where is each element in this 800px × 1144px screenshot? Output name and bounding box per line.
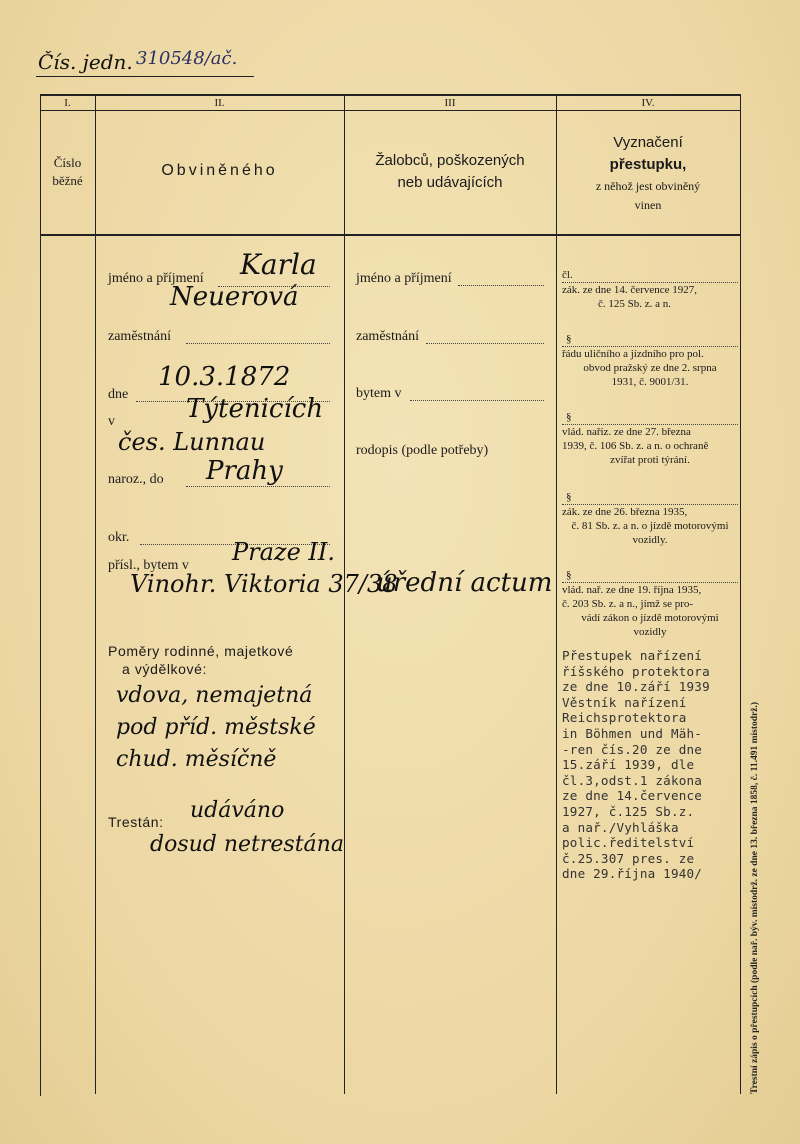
complainant-rodopis-label: rodopis (podle potřeby) — [356, 443, 489, 458]
column-number-4: IV. — [641, 97, 655, 109]
accused-address: Vinohr. Viktoria 37/38 — [130, 570, 398, 598]
typed-line: č.25.307 pres. ze — [562, 850, 695, 866]
column-header-3-line2: neb udávajících — [397, 174, 503, 191]
column-header-4-line2: přestupku, — [609, 156, 687, 173]
accused-family-value-line1: vdova, nemajetná — [116, 683, 313, 708]
offense-b5-line2: vlád. nař. ze dne 19. října 1935, — [562, 584, 702, 596]
typed-line: polic.ředitelství — [562, 835, 695, 851]
column-header-4-line4: vinen — [634, 198, 662, 212]
header-number-row-line — [40, 110, 740, 111]
complainant-occupation-line — [426, 343, 544, 344]
column-header-4 — [556, 132, 740, 214]
offense-b3-line1: § — [562, 410, 738, 425]
accused-birth-place: Týtenicích — [186, 394, 324, 424]
column-header-2: Obviněného — [161, 162, 278, 179]
accused-date-label: dne — [108, 387, 129, 402]
offense-b2-line1: § — [562, 332, 738, 347]
accused-domicile-label: naroz., do — [108, 472, 164, 487]
offense-b4-line1: § — [562, 490, 738, 505]
offense-block-3 — [562, 410, 738, 467]
offense-b5-line5: vozidly — [633, 626, 667, 638]
offense-b4-line2: zák. ze dne 26. března 1935, — [562, 506, 688, 518]
typed-line: ze dne 10.září 1939 — [562, 679, 710, 695]
accused-family-label-line2: a výdělkové: — [122, 661, 208, 677]
column-header-4-line3: z něhož jest obviněný — [595, 179, 701, 193]
accused-in-label: v — [108, 414, 115, 429]
typed-line: ze dne 14.července — [562, 788, 703, 804]
accused-prisl-label: přísl., bytem v — [108, 558, 189, 573]
reference-label: Čís. jedn. — [38, 50, 133, 74]
accused-family-label — [108, 642, 293, 678]
accused-family-values — [116, 680, 316, 776]
typed-line: Reichsprotektora — [562, 710, 687, 726]
side-note: Trestní zápis o přestupcích (podle nař. býv. místodrž. ze dne 13. března 1858, č. 11.491 místodrž.) — [750, 701, 760, 1094]
complainant-residence-label: bytem v — [356, 386, 402, 401]
accused-birth-date: 10.3.1872 — [158, 362, 291, 392]
typed-line: -ren čís.20 ze dne — [562, 741, 703, 757]
accused-record-value-line1: udáváno — [190, 798, 285, 823]
column-number-3: III — [444, 97, 456, 109]
accused-first-name: Karla — [240, 248, 317, 281]
offense-b3-line3: 1939, č. 106 Sb. z. a n. o ochraně — [562, 440, 709, 452]
reference-underline — [36, 76, 254, 77]
typed-line: dne 29.října 1940/ — [562, 866, 703, 882]
accused-surname: Neuerová — [170, 282, 299, 312]
complainant-residence-line — [410, 400, 544, 401]
column-header-1-line2: běžné — [52, 173, 83, 188]
complainant-occupation-label: zaměstnání — [356, 329, 419, 344]
offense-block-5 — [562, 568, 738, 639]
accused-name-label: jméno a příjmení — [108, 271, 204, 286]
offense-b2-line3: obvod pražský ze dne 2. srpna — [583, 362, 717, 374]
column-number-1: I. — [64, 97, 71, 109]
column-header-1 — [40, 154, 95, 190]
offense-b5-line1: § — [562, 568, 738, 583]
accused-record-value-line2: dosud netrestána — [150, 832, 344, 857]
typed-line: čl.3,odst.1 zákona — [562, 772, 703, 788]
complainant-name-label: jméno a příjmení — [356, 271, 452, 286]
offense-b1-line2: zák. ze dne 14. července 1927, — [562, 284, 697, 296]
offense-b1-line1: čl. — [562, 268, 738, 283]
typed-line: a nař./Vyhláška — [562, 819, 679, 835]
accused-prisl-value: Praze II. — [232, 538, 335, 566]
offense-typed-text — [562, 648, 742, 882]
offense-b2-line4: 1931, č. 9001/31. — [611, 376, 689, 388]
column-number-2: II. — [214, 97, 225, 109]
accused-district-note: čes. Lunnau — [118, 428, 266, 456]
column-divider-4 — [740, 94, 741, 1094]
offense-b4-line3: č. 81 Sb. z. a n. o jízdě motorovými vozidly. — [571, 520, 729, 546]
accused-domicile-value: Prahy — [206, 456, 283, 486]
column-header-4-line1: Vyznačení — [613, 134, 683, 151]
offense-b2-line2: řádu uličního a jízdního pro pol. — [562, 348, 704, 360]
accused-family-value-line2: pod příd. městské — [116, 715, 316, 740]
typed-line: Věstník nařízení — [562, 694, 687, 710]
offense-b5-line4: vádí zákon o jízdě motorovými — [581, 612, 719, 624]
column-header-1-line1: Číslo — [53, 155, 82, 170]
typed-line: in Böhmen und Mäh- — [562, 725, 703, 741]
offense-block-1 — [562, 268, 738, 311]
complainant-note: úřední actum — [376, 568, 553, 598]
complainant-name-line — [458, 285, 544, 286]
offense-b3-line4: zvířat proti týrání. — [610, 454, 690, 466]
accused-domicile-line — [186, 486, 330, 487]
offense-b1-line3: č. 125 Sb. z. a n. — [598, 298, 672, 310]
accused-okr-label: okr. — [108, 530, 130, 545]
offense-b5-line3: č. 203 Sb. z. a n., jímž se pro- — [562, 598, 694, 610]
typed-line: Přestupek nařízení — [562, 648, 703, 663]
accused-occupation-label: zaměstnání — [108, 329, 171, 344]
typed-line: 1927, č.125 Sb.z. — [562, 803, 695, 819]
offense-block-4 — [562, 490, 738, 547]
reference-number: 310548/ač. — [136, 48, 238, 69]
column-divider-3 — [556, 94, 557, 1094]
column-header-3-line1: Žalobců, poškozených — [375, 152, 525, 169]
accused-occupation-line — [186, 343, 330, 344]
typed-line: 15.září 1939, dle — [562, 757, 695, 773]
column-divider-1 — [95, 94, 96, 1094]
column-header-3 — [344, 150, 556, 194]
accused-family-label-line1: Poměry rodinné, majetkové — [108, 643, 294, 659]
accused-record-label: Trestán: — [108, 814, 164, 830]
header-bottom-line — [40, 234, 740, 236]
accused-family-value-line3: chud. měsíčně — [116, 747, 277, 772]
offense-block-2 — [562, 332, 738, 389]
offense-b3-line2: vlád. naříz. ze dne 27. března — [562, 426, 691, 438]
typed-line: říšského protektora — [562, 663, 710, 679]
